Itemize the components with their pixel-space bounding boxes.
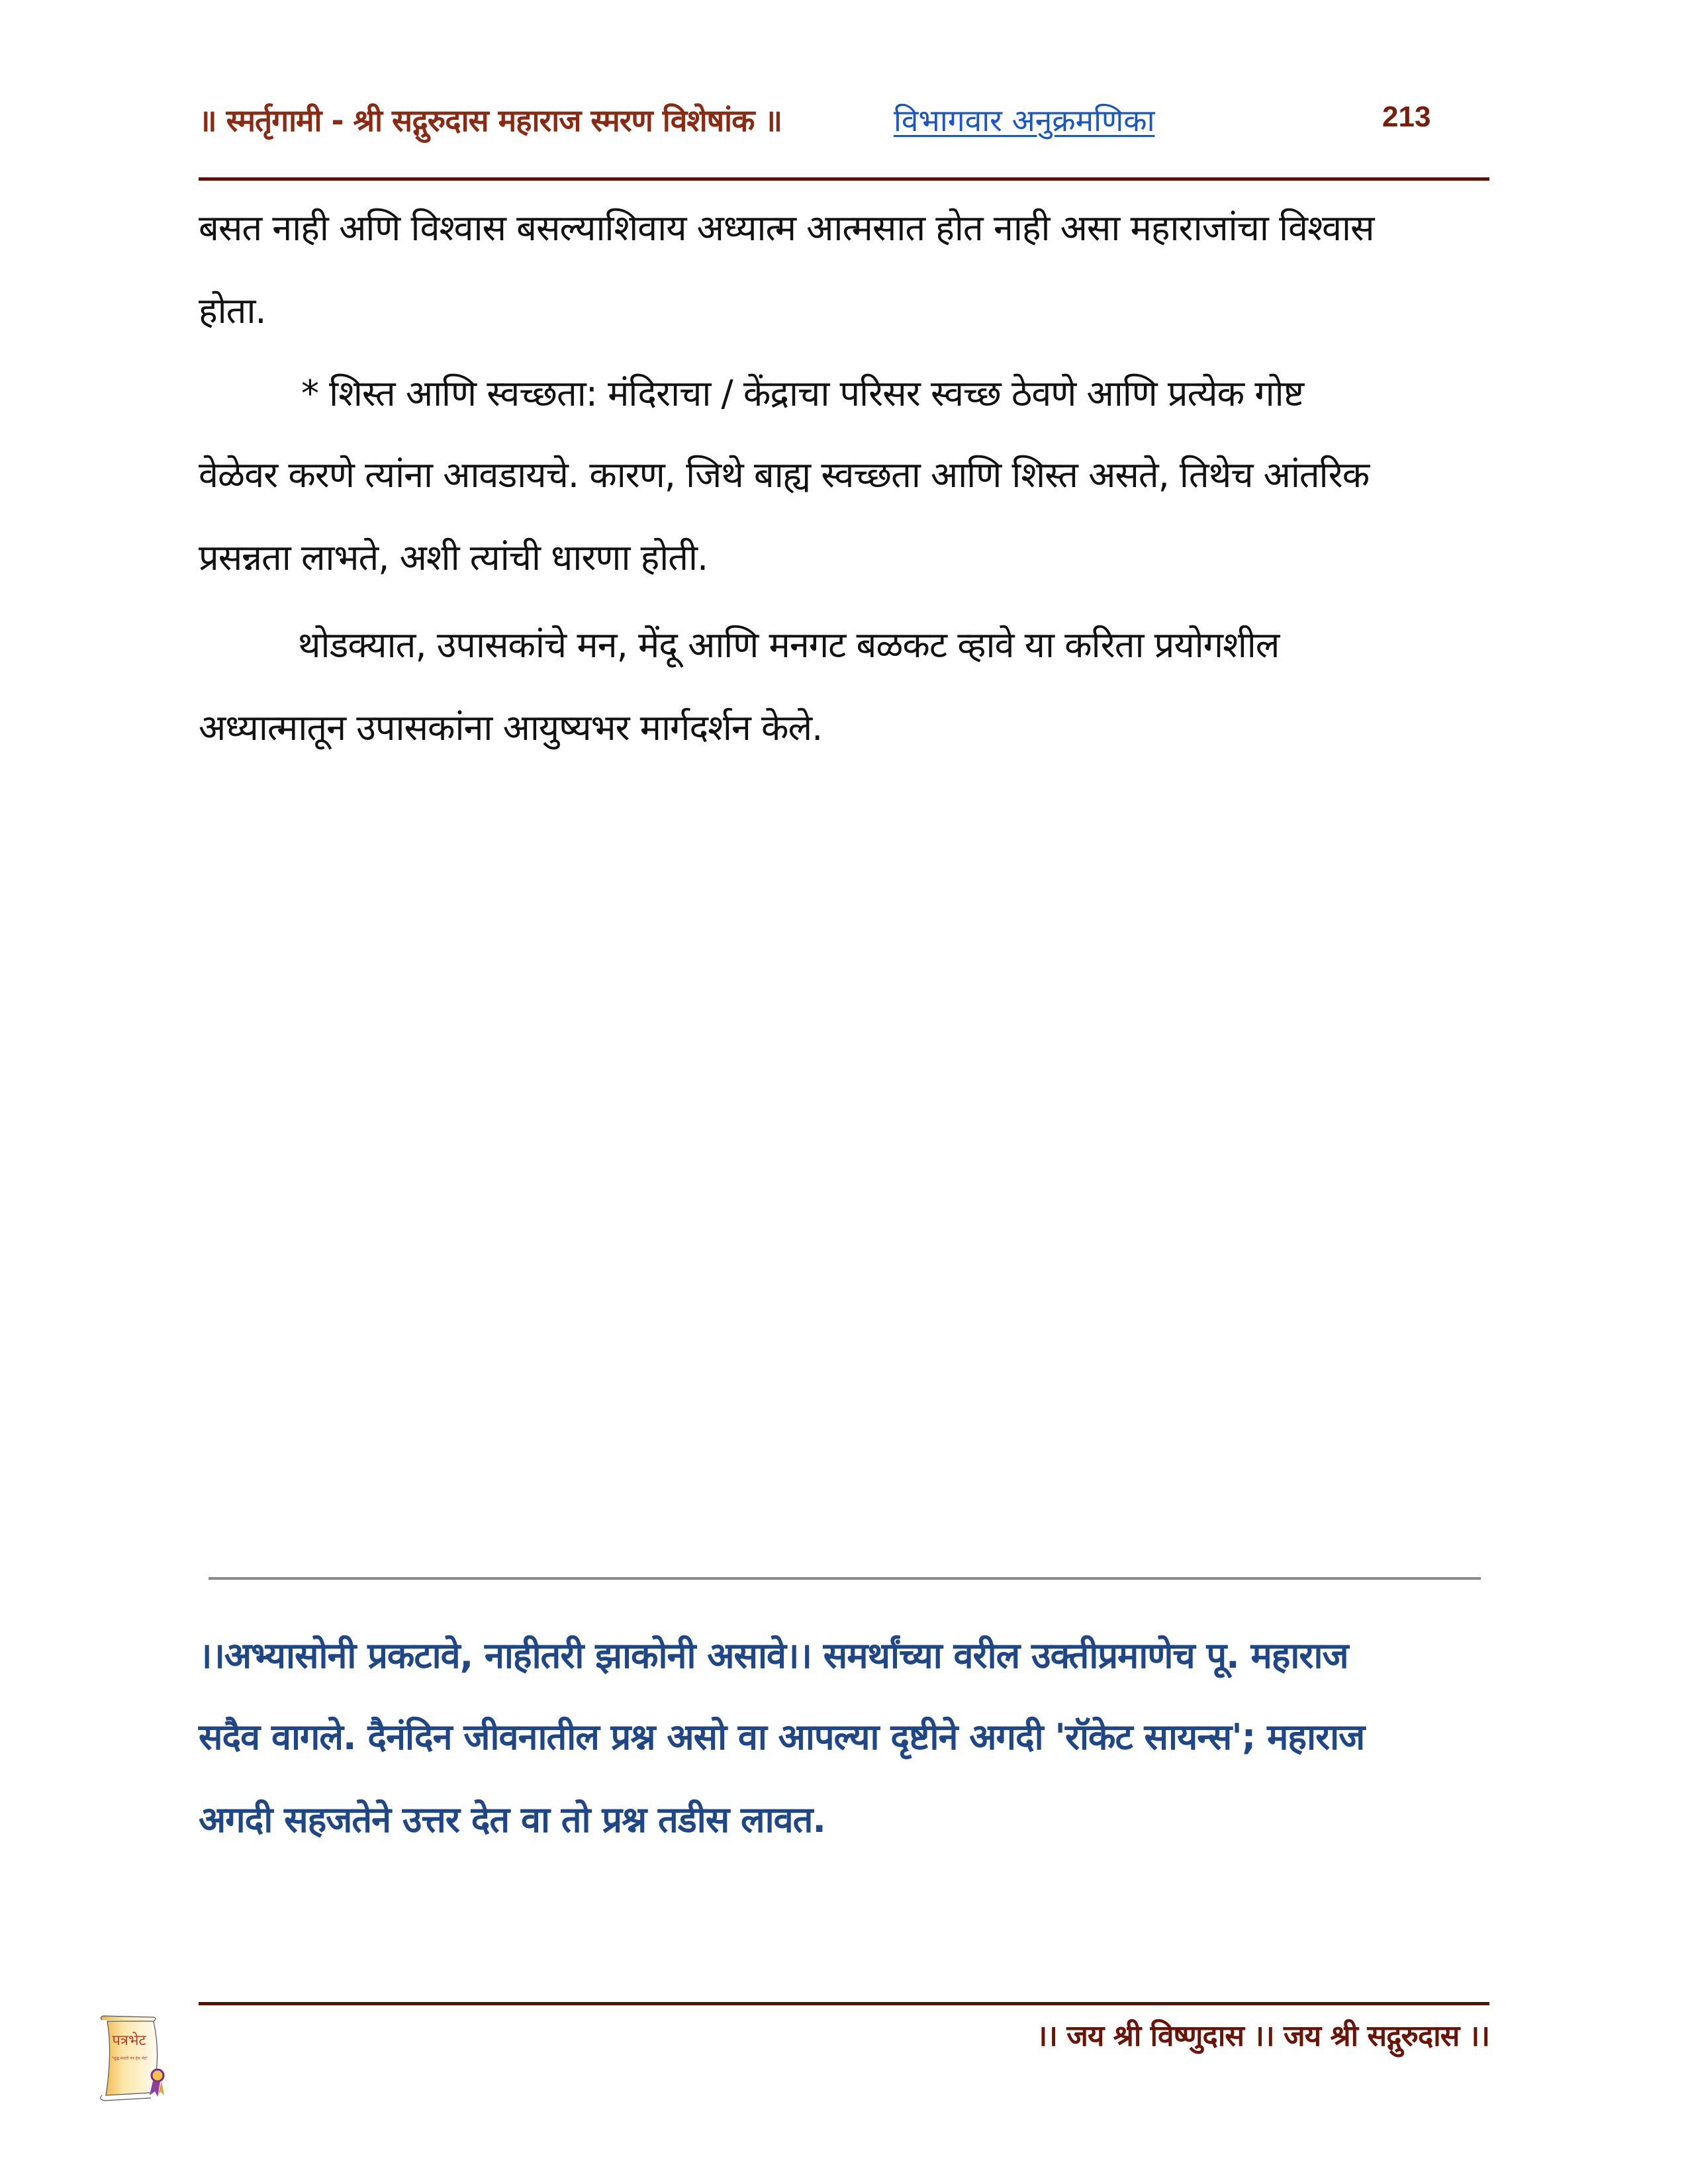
body-line: अध्यात्मातून उपासकांना आयुष्यभर मार्गदर्शन केले. bbox=[199, 707, 823, 749]
scroll-icon bbox=[93, 2012, 172, 2105]
body-line: वेळेवर करणे त्यांना आवडायचे. कारण, जिथे बाह्य स्वच्छता आणि शिस्त असते, तिथेच आंतरिक bbox=[199, 454, 1370, 496]
body-line: थोडक्यात, उपासकांचे मन, मेंदू आणि मनगट बळकट व्हावे या करिता प्रयोगशील bbox=[298, 624, 1280, 666]
section-index-link[interactable]: विभागवार अनुक्रमणिका bbox=[894, 103, 1155, 138]
quote-line: अगदी सहजतेने उत्तर देत वा तो प्रश्न तडीस लावत. bbox=[199, 1799, 825, 1841]
body-line: * शिस्त आणि स्वच्छता: मंदिराचा / केंद्राचा परिसर स्वच्छ ठेवणे आणि प्रत्येक गोष्ट bbox=[301, 373, 1304, 414]
patrabhet-logo bbox=[93, 2012, 172, 2105]
svg-text:"शुद्ध मनाचे पत्र हेच भेट": "शुद्ध मनाचे पत्र हेच भेट" bbox=[111, 2056, 148, 2061]
header-divider bbox=[199, 177, 1489, 181]
quote-divider bbox=[209, 1577, 1481, 1580]
body-line: होता. bbox=[199, 290, 266, 332]
footer-salutation: ।। जय श्री विष्णुदास ।। जय श्री सद्गुरुदास ।। bbox=[1036, 2019, 1489, 2053]
magazine-title: ॥ स्मर्तृगामी - श्री सद्गुरुदास महाराज स्मरण विशेषांक ॥ bbox=[199, 103, 782, 138]
quote-line: सदैव वागले. दैनंदिन जीवनातील प्रश्न असो वा आपल्या दृष्टीने अगदी 'रॉकेट सायन्स'; महाराज bbox=[199, 1716, 1365, 1758]
body-line: बसत नाही अणि विश्वास बसल्याशिवाय अध्यात्म आत्मसात होत नाही असा महाराजांचा विश्वास bbox=[199, 207, 1374, 249]
page-number: 213 bbox=[1382, 101, 1431, 133]
body-line: प्रसन्नता लाभते, अशी त्यांची धारणा होती. bbox=[199, 537, 708, 578]
svg-text:पत्रभेट: पत्रभेट bbox=[112, 2032, 146, 2049]
footer-divider bbox=[199, 2002, 1489, 2005]
quote-line: ।।अभ्यासोनी प्रकटावे, नाहीतरी झाकोनी असावे।। समर्थांच्या वरील उक्तीप्रमाणेच पू. महाराज bbox=[199, 1635, 1348, 1676]
